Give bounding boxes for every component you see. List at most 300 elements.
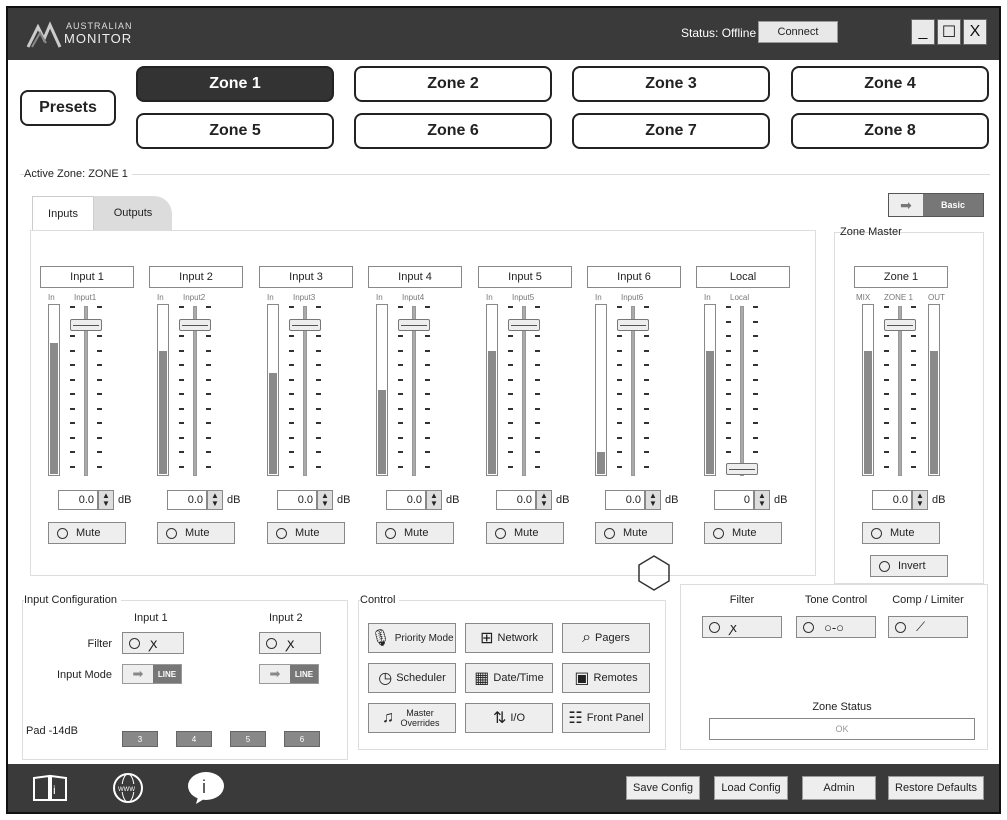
channel-strip <box>696 266 792 556</box>
fader-knob[interactable] <box>70 319 102 331</box>
level-meter-fill <box>50 343 58 474</box>
line-label: LINE <box>153 665 181 683</box>
datetime-label: Date/Time <box>493 672 544 684</box>
info-icon[interactable] <box>186 772 226 804</box>
in-label: In <box>595 293 602 302</box>
restore-defaults-button[interactable]: Restore Defaults <box>888 776 984 800</box>
zone-4-button[interactable]: Zone 4 <box>791 66 989 102</box>
zone-filter-button[interactable] <box>702 616 782 638</box>
channel-name[interactable]: Input 6 <box>587 266 681 288</box>
scale-tick <box>753 364 758 366</box>
master-db-input[interactable]: 0.0 <box>872 490 912 510</box>
mute-label: Mute <box>185 527 210 539</box>
scale-tick <box>97 350 102 352</box>
mute-button[interactable] <box>376 522 454 544</box>
channel-name[interactable]: Local <box>696 266 790 288</box>
scale-tick <box>425 350 430 352</box>
scale-tick <box>644 364 649 366</box>
admin-button[interactable]: Admin <box>802 776 876 800</box>
scale-tick <box>726 364 731 366</box>
zone-1-button[interactable]: Zone 1 <box>136 66 334 102</box>
db-spinner[interactable] <box>645 490 661 510</box>
level-meter-fill <box>269 373 277 474</box>
scale-tick <box>179 451 184 453</box>
scale-tick <box>726 306 731 308</box>
scale-tick <box>508 306 513 308</box>
scale-tick <box>884 466 889 468</box>
scale-tick <box>398 437 403 439</box>
scale-tick <box>97 335 102 337</box>
master-mute-button[interactable] <box>862 522 940 544</box>
db-spinner[interactable] <box>317 490 333 510</box>
scale-tick <box>644 306 649 308</box>
fader-scale-left <box>726 306 732 476</box>
channel-name[interactable]: Input 1 <box>40 266 134 288</box>
scale-tick <box>425 335 430 337</box>
scale-tick <box>911 451 916 453</box>
channel-name[interactable]: Input 4 <box>368 266 462 288</box>
scale-tick <box>179 393 184 395</box>
fader-scale-left <box>179 306 185 476</box>
divider <box>20 174 990 175</box>
level-meter <box>157 304 169 476</box>
out-label: OUT <box>928 293 945 302</box>
scale-tick <box>316 350 321 352</box>
scale-tick <box>644 335 649 337</box>
pad-button-6[interactable]: 6 <box>284 731 320 747</box>
front-panel-button[interactable] <box>562 703 650 733</box>
scale-tick <box>206 335 211 337</box>
arrow-right-icon: ➡ <box>123 665 153 683</box>
scale-tick <box>289 350 294 352</box>
channel-sub-label: Input4 <box>402 293 425 302</box>
scale-tick <box>398 364 403 366</box>
hexagon-icon <box>634 553 674 593</box>
db-spinner[interactable] <box>98 490 114 510</box>
scale-tick <box>97 393 102 395</box>
scale-tick <box>206 379 211 381</box>
fader-knob[interactable] <box>617 319 649 331</box>
fader-scale-right <box>425 306 431 476</box>
level-meter-fill <box>159 351 167 474</box>
scale-tick <box>884 306 889 308</box>
scale-tick <box>884 408 889 410</box>
fader-knob[interactable] <box>398 319 430 331</box>
scale-tick <box>289 422 294 424</box>
master-fader-knob[interactable] <box>884 319 916 331</box>
radio-indicator-icon <box>129 638 140 649</box>
in-label: In <box>704 293 711 302</box>
comp-limiter-label: Comp / Limiter <box>892 594 964 606</box>
scale-tick <box>884 422 889 424</box>
scale-tick <box>97 451 102 453</box>
fader-scale-left <box>617 306 623 476</box>
scale-tick <box>535 350 540 352</box>
scale-tick <box>398 422 403 424</box>
fader-track <box>193 306 197 476</box>
channel-strip <box>40 266 136 556</box>
website-globe-icon[interactable] <box>108 772 148 804</box>
scale-tick <box>911 422 916 424</box>
scale-tick <box>726 451 731 453</box>
db-spinner[interactable] <box>912 490 928 510</box>
scale-tick <box>97 408 102 410</box>
scale-tick <box>206 408 211 410</box>
scale-tick <box>97 466 102 468</box>
input2-mode-toggle[interactable] <box>259 664 319 684</box>
scale-tick <box>726 422 731 424</box>
mute-button[interactable] <box>267 522 345 544</box>
filter-row-label: Filter <box>87 638 112 650</box>
db-spinner[interactable] <box>207 490 223 510</box>
scale-tick <box>316 335 321 337</box>
channel-name[interactable]: Input 3 <box>259 266 353 288</box>
mute-button[interactable] <box>157 522 235 544</box>
mute-button[interactable] <box>486 522 564 544</box>
minimize-button[interactable]: _ <box>911 19 935 45</box>
channel-name[interactable]: Input 5 <box>478 266 572 288</box>
scale-tick <box>884 393 889 395</box>
zone-8-button[interactable]: Zone 8 <box>791 113 989 149</box>
fader-knob[interactable] <box>726 463 758 475</box>
scale-tick <box>508 335 513 337</box>
microphone-icon: 🎙 <box>370 630 391 647</box>
tab-inputs[interactable]: Inputs <box>32 196 94 230</box>
level-meter <box>595 304 607 476</box>
db-input[interactable]: 0.0 <box>167 490 207 510</box>
scale-tick <box>70 408 75 410</box>
db-spinner[interactable] <box>754 490 770 510</box>
invert-label: Invert <box>898 560 926 572</box>
scale-tick <box>508 393 513 395</box>
filter-label: Filter <box>729 594 755 606</box>
scale-tick <box>425 451 430 453</box>
db-spinner[interactable] <box>536 490 552 510</box>
pad-button-5[interactable]: 5 <box>230 731 266 747</box>
scale-tick <box>425 306 430 308</box>
spin-down-icon[interactable]: ▼ <box>430 499 438 508</box>
radio-indicator-icon <box>709 622 720 633</box>
mute-label: Mute <box>404 527 429 539</box>
db-input[interactable]: 0.0 <box>605 490 645 510</box>
scale-tick <box>644 466 649 468</box>
scale-tick <box>617 393 622 395</box>
scale-tick <box>911 306 916 308</box>
pagers-label: Pagers <box>595 632 630 644</box>
radio-indicator-icon <box>604 528 615 539</box>
priority-mode-button[interactable] <box>368 623 456 653</box>
spin-up-icon[interactable]: ▲ <box>321 491 329 500</box>
fader-scale-right <box>911 306 917 476</box>
basic-toggle-label: Basic <box>923 194 983 216</box>
scale-tick <box>535 364 540 366</box>
scale-tick <box>70 422 75 424</box>
scale-tick <box>398 408 403 410</box>
db-unit: dB <box>118 494 132 506</box>
comp-limiter-button[interactable] <box>888 616 968 638</box>
scale-tick <box>97 422 102 424</box>
maximize-button[interactable]: ☐ <box>937 19 961 45</box>
arrow-right-icon: ➡ <box>260 665 290 683</box>
db-input[interactable]: 0.0 <box>496 490 536 510</box>
db-input[interactable]: 0 <box>714 490 754 510</box>
channel-sub-label: Local <box>730 293 750 302</box>
scale-tick <box>398 379 403 381</box>
level-meter <box>376 304 388 476</box>
scale-tick <box>289 393 294 395</box>
radio-indicator-icon <box>166 528 177 539</box>
spin-down-icon[interactable]: ▼ <box>916 499 924 508</box>
db-unit: dB <box>665 494 679 506</box>
fader-knob[interactable] <box>508 319 540 331</box>
zone-3-button[interactable]: Zone 3 <box>572 66 770 102</box>
manual-book-icon[interactable] <box>30 772 70 804</box>
scale-tick <box>179 379 184 381</box>
channel-strip <box>149 266 245 556</box>
scale-tick <box>398 306 403 308</box>
scale-tick <box>726 335 731 337</box>
spin-up-icon[interactable]: ▲ <box>916 491 924 500</box>
scale-tick <box>289 335 294 337</box>
mute-label: Mute <box>514 527 539 539</box>
connect-button[interactable]: Connect <box>758 21 838 43</box>
scale-tick <box>70 466 75 468</box>
scale-tick <box>617 364 622 366</box>
scale-tick <box>911 335 916 337</box>
tab-outputs[interactable]: Outputs <box>94 196 172 230</box>
fader-scale-left <box>70 306 76 476</box>
channel-strip <box>259 266 355 556</box>
remote-icon: ▣ <box>574 670 590 687</box>
input1-col-label: Input 1 <box>134 612 168 624</box>
app-logo <box>26 16 146 52</box>
front-panel-label: Front Panel <box>586 712 644 724</box>
scale-tick <box>425 408 430 410</box>
scale-tick <box>206 306 211 308</box>
db-spinner[interactable] <box>426 490 442 510</box>
scale-tick <box>753 408 758 410</box>
spin-up-icon[interactable]: ▲ <box>211 491 219 500</box>
mute-label: Mute <box>732 527 757 539</box>
scale-tick <box>726 321 731 323</box>
scale-tick <box>206 393 211 395</box>
zone-2-button[interactable]: Zone 2 <box>354 66 552 102</box>
scale-tick <box>911 364 916 366</box>
presets-button[interactable]: Presets <box>20 90 116 126</box>
bottom-bar <box>8 764 999 812</box>
level-meter <box>48 304 60 476</box>
scale-tick <box>753 321 758 323</box>
zone-master-name[interactable]: Zone 1 <box>854 266 948 288</box>
control-label: Control <box>360 594 399 606</box>
scale-tick <box>289 364 294 366</box>
scale-tick <box>617 335 622 337</box>
scale-tick <box>508 437 513 439</box>
scale-tick <box>617 422 622 424</box>
channel-name[interactable]: Input 2 <box>149 266 243 288</box>
scale-tick <box>644 408 649 410</box>
clock-icon: ◷ <box>378 670 393 687</box>
zone-6-button[interactable]: Zone 6 <box>354 113 552 149</box>
scheduler-button[interactable] <box>368 663 456 693</box>
scale-tick <box>316 437 321 439</box>
input2-filter-button[interactable] <box>259 632 321 654</box>
spin-down-icon[interactable]: ▼ <box>102 499 110 508</box>
window-controls <box>911 19 987 45</box>
scale-tick <box>753 306 758 308</box>
mute-button[interactable] <box>48 522 126 544</box>
channel-strip <box>478 266 574 556</box>
scale-tick <box>206 350 211 352</box>
scale-tick <box>617 466 622 468</box>
radio-indicator-icon <box>803 622 814 633</box>
radio-indicator-icon <box>879 561 890 572</box>
spin-up-icon[interactable]: ▲ <box>540 491 548 500</box>
calendar-icon: ▦ <box>474 670 490 687</box>
scale-tick <box>316 379 321 381</box>
save-config-button[interactable]: Save Config <box>626 776 700 800</box>
tone-control-button[interactable] <box>796 616 876 638</box>
scale-tick <box>316 393 321 395</box>
scale-tick <box>753 437 758 439</box>
load-config-button[interactable]: Load Config <box>714 776 788 800</box>
scale-tick <box>508 350 513 352</box>
fader-track <box>303 306 307 476</box>
fader-scale-right <box>753 306 759 476</box>
scale-tick <box>644 437 649 439</box>
remotes-button[interactable] <box>562 663 650 693</box>
io-button[interactable] <box>465 703 553 733</box>
spin-down-icon[interactable]: ▼ <box>540 499 548 508</box>
db-unit: dB <box>337 494 351 506</box>
scale-tick <box>911 408 916 410</box>
logo-line1: AUSTRALIAN <box>66 21 133 31</box>
scale-tick <box>884 335 889 337</box>
spin-down-icon[interactable]: ▼ <box>758 499 766 508</box>
fader-scale-right <box>316 306 322 476</box>
zone-5-button[interactable]: Zone 5 <box>136 113 334 149</box>
spin-down-icon[interactable]: ▼ <box>649 499 657 508</box>
priority-mode-label: Priority Mode <box>394 632 454 644</box>
scale-tick <box>535 408 540 410</box>
mute-button[interactable] <box>595 522 673 544</box>
zone-master-strip <box>854 266 950 556</box>
scale-tick <box>425 437 430 439</box>
scheduler-label: Scheduler <box>396 672 446 684</box>
pagers-button[interactable] <box>562 623 650 653</box>
limiter-icon: ⟋ <box>916 619 926 634</box>
scale-tick <box>316 408 321 410</box>
spin-up-icon[interactable]: ▲ <box>102 491 110 500</box>
level-meter-fill <box>378 390 386 474</box>
scale-tick <box>70 437 75 439</box>
in-label: In <box>157 293 164 302</box>
zone-7-button[interactable]: Zone 7 <box>572 113 770 149</box>
svg-text:i: i <box>202 777 206 797</box>
scale-tick <box>911 437 916 439</box>
svg-text:i: i <box>53 783 56 797</box>
scale-tick <box>425 393 430 395</box>
scale-tick <box>70 350 75 352</box>
tone-control-label: Tone Control <box>804 594 868 606</box>
fader-knob[interactable] <box>289 319 321 331</box>
scale-tick <box>617 451 622 453</box>
scale-tick <box>535 466 540 468</box>
app-window <box>6 6 1001 814</box>
spin-up-icon[interactable]: ▲ <box>758 491 766 500</box>
db-input[interactable]: 0.0 <box>386 490 426 510</box>
scale-tick <box>289 451 294 453</box>
scale-tick <box>753 350 758 352</box>
scale-tick <box>535 422 540 424</box>
filter-icon: ꭗ <box>287 634 295 651</box>
level-meter <box>486 304 498 476</box>
input1-mode-toggle[interactable] <box>122 664 182 684</box>
fader-scale-right <box>206 306 212 476</box>
mute-label: Mute <box>890 527 915 539</box>
db-input[interactable]: 0.0 <box>58 490 98 510</box>
pad-button-3[interactable]: 3 <box>122 731 158 747</box>
tone-icon: ○-○ <box>824 619 845 635</box>
invert-button[interactable] <box>870 555 948 577</box>
fader-scale-left <box>398 306 404 476</box>
input1-filter-button[interactable] <box>122 632 184 654</box>
scale-tick <box>70 451 75 453</box>
input-mode-row-label: Input Mode <box>56 669 112 681</box>
scale-tick <box>535 437 540 439</box>
logo-line2: MONITOR <box>64 31 133 46</box>
datetime-button[interactable] <box>465 663 553 693</box>
spin-down-icon[interactable]: ▼ <box>321 499 329 508</box>
network-label: Network <box>497 632 538 644</box>
fader-track <box>898 306 902 476</box>
in-label: In <box>267 293 274 302</box>
spin-up-icon[interactable]: ▲ <box>649 491 657 500</box>
db-input[interactable]: 0.0 <box>277 490 317 510</box>
spin-down-icon[interactable]: ▼ <box>211 499 219 508</box>
scale-tick <box>70 379 75 381</box>
db-unit: dB <box>774 494 788 506</box>
scale-tick <box>617 379 622 381</box>
scale-tick <box>884 451 889 453</box>
pad-button-4[interactable]: 4 <box>176 731 212 747</box>
scale-tick <box>425 466 430 468</box>
scale-tick <box>726 408 731 410</box>
level-meter <box>267 304 279 476</box>
active-zone-label: Active Zone: ZONE 1 <box>24 168 132 180</box>
level-meter-fill <box>706 351 714 474</box>
db-unit: dB <box>446 494 460 506</box>
master-overrides-button[interactable] <box>368 703 456 733</box>
scale-tick <box>97 437 102 439</box>
mute-label: Mute <box>76 527 101 539</box>
spin-up-icon[interactable]: ▲ <box>430 491 438 500</box>
fader-knob[interactable] <box>179 319 211 331</box>
scale-tick <box>206 437 211 439</box>
scale-tick <box>535 451 540 453</box>
scale-tick <box>425 379 430 381</box>
scale-tick <box>911 350 916 352</box>
basic-toggle[interactable] <box>888 193 984 217</box>
close-button[interactable]: X <box>963 19 987 45</box>
scale-tick <box>911 379 916 381</box>
music-note-icon: ♫ <box>382 709 394 726</box>
mute-button[interactable] <box>704 522 782 544</box>
network-button[interactable] <box>465 623 553 653</box>
scale-tick <box>535 335 540 337</box>
remotes-label: Remotes <box>593 672 638 684</box>
scale-tick <box>206 422 211 424</box>
